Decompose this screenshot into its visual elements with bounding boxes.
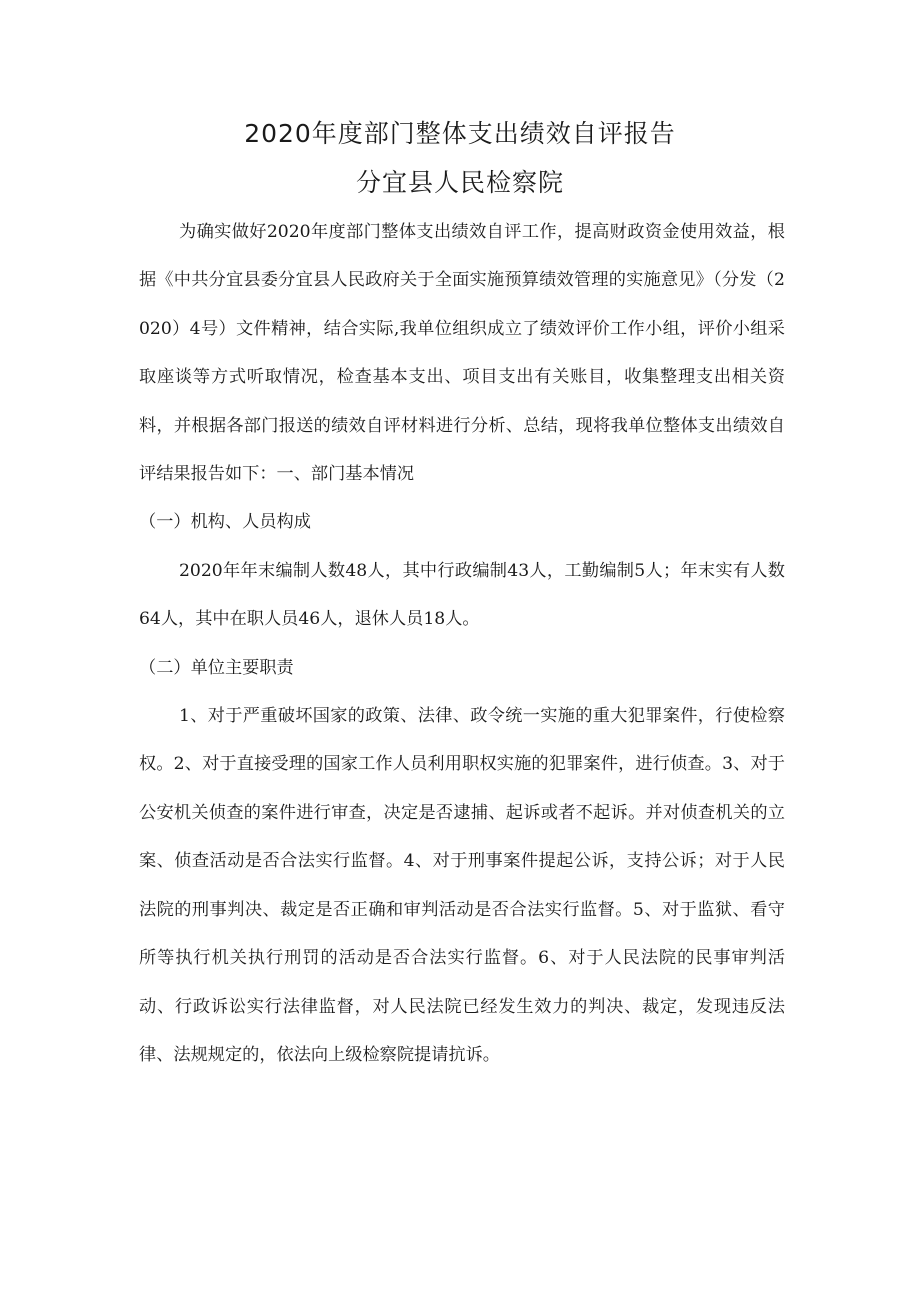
document-subtitle: 分宜县人民检察院 (355, 168, 564, 197)
section-heading-org-staff: （一）机构、人员构成 (139, 512, 311, 533)
staff-paragraph: 2020年年末编制人数48人，其中行政编制43人，工勤编制5人；年末实有人数64人，其中在职人员46人，退休人员18人。 (139, 560, 785, 630)
document-title: 2020年度部门整体支出绩效自评报告 (244, 119, 676, 148)
document-body (139, 208, 785, 1079)
duties-paragraph: 1、对于严重破坏国家的政策、法律、政令统一实施的重大犯罪案件，行使检察权。2、对于直接受理的国家工作人员利用职权实施的犯罪案件，进行侦查。3、对于公安机关侦查的案件进行审查，决定是否逮捕、起诉或者不起诉。并对侦查机关的立案、侦查活动是否合法实行监督。4、对于刑事案件提起公诉，支持公诉；对于人民法院的刑事判决、裁定是否正确和审判活动是否合法实行监督。5、对于监狱、看守所等执行机关执行刑罚的活动是否合法实行监督。6、对于人民法院的民事审判活动、行政诉讼实行法律监督，对人民法院已经发生效力的判决、裁定，发现违反法律、法规规定的，依法向上级检察院提请抗诉。 (139, 706, 785, 1065)
section-heading-duties: （二）单位主要职责 (139, 657, 294, 678)
intro-paragraph: 为确实做好2020年度部门整体支出绩效自评工作，提高财政资金使用效益，根据《中共分宜县委分宜县人民政府关于全面实施预算绩效管理的实施意见》（分发（2020）4号）文件精神，结合实际,我单位组织成立了绩效评价工作小组，评价小组采取座谈等方式听取情况，检查基本支出、项目支出有关账目，收集整理支出相关资料，并根据各部门报送的绩效自评材料进行分析、总结，现将我单位整体支出绩效自评结果报告如下：一、部门基本情况 (139, 222, 785, 485)
